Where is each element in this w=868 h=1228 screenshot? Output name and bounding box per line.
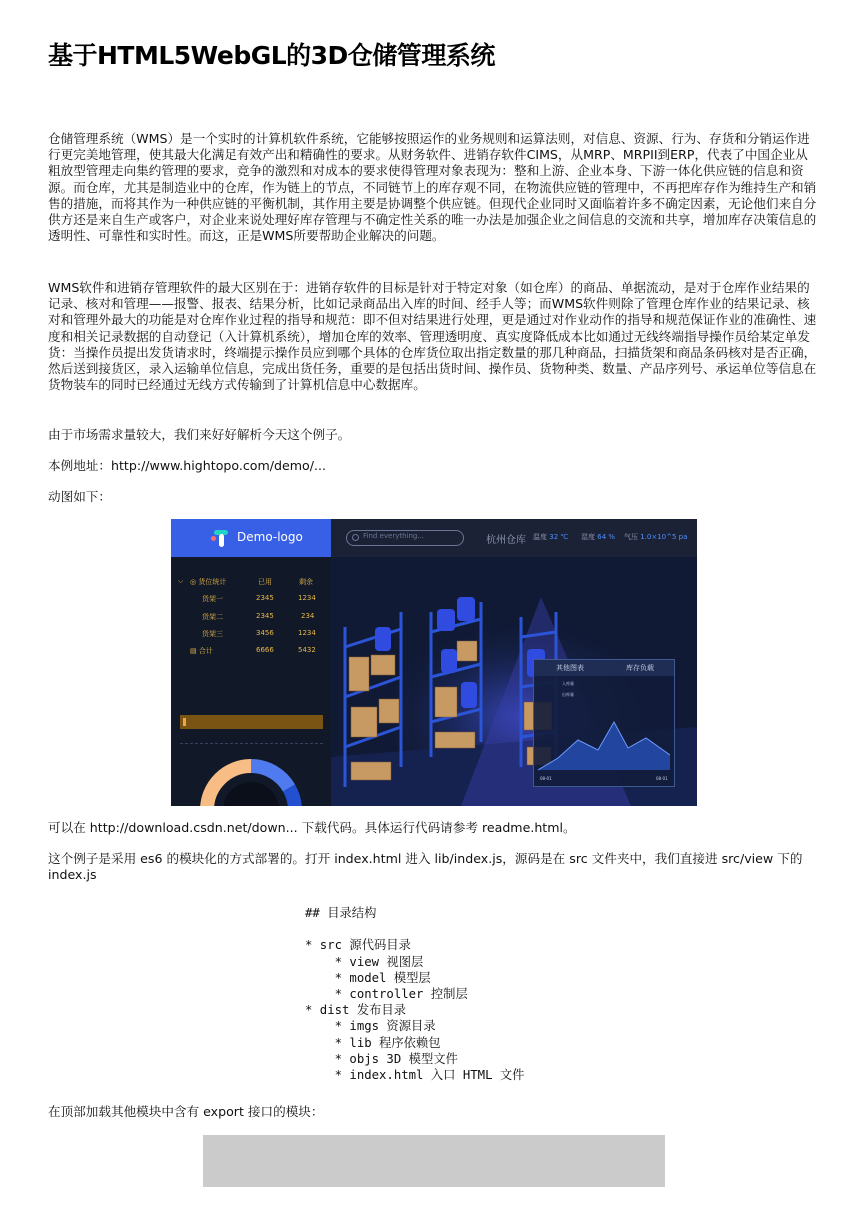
table-cell: 3456 [256, 629, 274, 637]
search-placeholder: Find everything... [363, 532, 425, 540]
warehouse-name: 杭州仓库 [486, 535, 526, 546]
page-title: 基于HTML5WebGL的3D仓储管理系统 [48, 41, 495, 70]
paragraph-es6-modules: 这个例子是采用 es6 的模块化的方式部署的。打开 index.html 进入 lib/index.js，源码是在 src 文件夹中，我们直接进 src/view 下的 index.js [48, 851, 803, 883]
table-cell: 1234 [298, 594, 316, 602]
paragraph-export-modules: 在顶部加载其他模块中含有 export 接口的模块： [48, 1104, 324, 1119]
paragraph-download: 可以在 http://download.csdn.net/down... 下载代码。具体运行代码请参考 readme.html。 [48, 820, 576, 835]
progress-bar [180, 715, 323, 729]
table-total-remaining: 5432 [298, 646, 316, 654]
tab-other-charts: 其他图表 [556, 664, 584, 672]
paragraph-wms-intro: 仓储管理系统（WMS）是一个实时的计算机软件系统，它能够按照运作的业务规则和运算法则，对信息、资源、行为、存货和分销运作进行更完美地管理，使其最大化满足有效产出和精确性的要求。从财务软件、进销存软件CIMS，从MRP、MRPII到ERP，代表了中国企业从粗放型管理走向集约管理的要求，竞争的激烈和对成本的要求使得管理对象表现为：整和上游、企业本身、下游一体化供应链的信息和资源。而仓库，尤其是制造业中的仓库，作为链上的节点，不同链节上的库存观不同，在物流供应链的管理中，不再把库存作为维持生产和销售的措施，而将其作为一种供应链的平衡机制，其作用主要是协调整个供应链。但现代企业同时又面临着许多不确定因素，无论他们来自分供方还是来自生产或客户，对企业来说处理好库存管理与不确定性关系的唯一办法是加强企业之间信息的交流和共享，增加库存决策信息的透明性、可靠性和实时性。而这，正是WMS所要帮助企业解决的问题。 [48, 131, 817, 244]
table-cell: 2345 [256, 612, 274, 620]
collapse-icon: ⌵ [178, 577, 184, 585]
table-row: 货架一 [202, 595, 223, 603]
paragraph-wms-difference: WMS软件和进销存管理软件的最大区别在于：进销存软件的目标是针对于特定对象（如仓库）的商品、单据流动，是对于仓库作业结果的记录、核对和管理——报警、报表、结果分析，比如记录商品出入库的时间、经手人等；而WMS软件则除了管理仓库作业的结果记录、核对和管理外最大的功能是对仓库作业过程的指导和规范：即不但对结果进行处理，更是通过对作业动作的指导和规范保证作业的准确性、速度和相关记录数据的自动登记（入计算机系统），增加仓库的效率、管理透明度、真实度降低成本比如通过无线终端指导操作员给某定单发货：当操作员提出发货请求时，终端提示操作员应到哪个具体的仓库货位取出指定数量的那几种商品，扫描货架和商品条码核对是否正确，然后送到接货区，录入运输单位信息，完成出货任务，重要的是包括出货时间、操作员、货物种类、数量、产品序列号、承运单位等信息在货物装车的同时已经通过无线方式传输到了计算机信息中心数据库。 [48, 280, 817, 393]
pressure-readout: 气压 1.0×10^5 pa [624, 533, 688, 541]
x-axis-label-start: 08-01 [540, 776, 552, 781]
sidebar-divider [180, 743, 323, 744]
paragraph-gif-caption: 动图如下： [48, 489, 111, 504]
legend-inbound: 入库量 [562, 681, 574, 686]
tab-inventory-load: 库存负载 [626, 664, 654, 672]
temperature-readout: 温度 32 ℃ [533, 533, 569, 541]
popup-tabs [534, 660, 674, 676]
paragraph-demo-url[interactable]: 本例地址：http://www.hightopo.com/demo/... [48, 458, 326, 473]
demo-search-input [346, 530, 464, 546]
code-placeholder-box [203, 1135, 665, 1187]
table-header-label: ◎ 货位统计 [190, 578, 227, 586]
table-cell: 234 [301, 612, 315, 620]
table-total-used: 6666 [256, 646, 274, 654]
table-total-label: ▤ 合计 [190, 647, 213, 655]
donut-chart-icon [199, 754, 309, 806]
logo-text: Demo-logo [237, 530, 303, 544]
demo-logo-box [171, 519, 331, 557]
area-chart [538, 700, 670, 776]
table-row: 货架二 [202, 613, 223, 621]
table-row: 货架三 [202, 630, 223, 638]
search-icon [352, 534, 359, 541]
inventory-popup [533, 659, 675, 787]
paragraph-intro-example: 由于市场需求量较大，我们来好好解析今天这个例子。 [48, 427, 351, 442]
directory-structure-code: ## 目录结构 * src 源代码目录 * view 视图层 * model 模型层 * controller 控制层 * dist 发布目录 * imgs 资源目录 * lib 程序依赖包 * objs 3D 模型文件 * index.html 入口 HTML 文件 [305, 906, 525, 1083]
demo-screenshot [171, 519, 697, 806]
table-cell: 2345 [256, 594, 274, 602]
logo-icon [211, 528, 229, 548]
legend-outbound: 出库量 [562, 692, 574, 697]
humidity-readout: 湿度 64 % [581, 533, 616, 541]
table-header-remaining: 剩余 [299, 578, 313, 586]
x-axis-label-end: 08-01 [656, 776, 668, 781]
demo-topbar [171, 519, 697, 557]
table-header-used: 已用 [258, 578, 272, 586]
table-cell: 1234 [298, 629, 316, 637]
demo-sidebar [171, 557, 331, 806]
